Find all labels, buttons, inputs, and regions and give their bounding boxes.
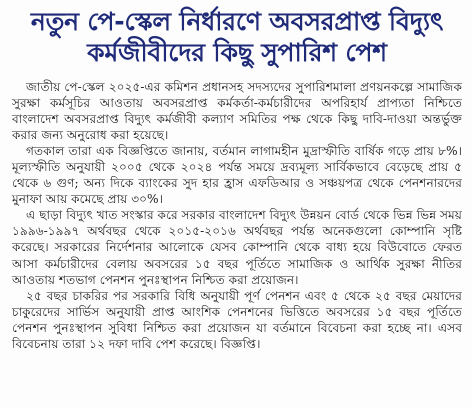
paragraph-3: এ ছাড়া বিদ্যুৎ খাত সংস্কার করে সরকার বাংলাদেশ বিদ্যুৎ উন্নয়ন বোর্ড থেকে ভিন্ন ভিন্ন সময় ১৯৯৬-১৯৯৭ অর্থবছর থেকে ২০১৫-২০১৬ অর্থবছর পর্যন্ত অনেকগুলো কোম্পানি সৃষ্টি করেছে। সরকারের নির্দেশনার আলোকে যেসব কোম্পানি থেকে বাধ্য হয়ে বিউবোতে ফেরত আসা কর্মচারীদের বেলায় অবসরের ১৫ বছর পূর্তিতে সামাজিক ও আর্থিক সুরক্ষা নীতির আওতায় শতভাগ পেনশন পুনঃস্থাপন নিশ্চিত করা প্রয়োজন।: [12, 208, 462, 287]
article-body: [12, 79, 462, 353]
headline-line-1: নতুন পে-স্কেল নির্ধারণে অবসরপ্রাপ্ত বিদ্যুৎ: [30, 7, 444, 36]
headline-line-2: কর্মজীবীদের কিছু সুপারিশ পেশ: [87, 38, 387, 68]
paragraph-4: ২৫ বছর চাকরির পর সরকারি বিধি অনুযায়ী পূর্ণ পেনশন এবং ৫ থেকে ২৫ বছর মেয়াদের চাকুরেদের সার্ভিস অনুযায়ী প্রাপ্ত আংশিক পেনশনের ভিত্তিতে অবসরের ১৫ বছর পূর্তিতে পেনশন পুনঃস্থাপন সুবিধা নিশ্চিত করা প্রয়োজন যা বর্তমানে বিবেচনা করা হচ্ছে না। এসব বিবেচনায় তারা ১২ দফা দাবি পেশ করেছে। বিজ্ঞপ্তি।: [12, 288, 462, 351]
paragraph-1: জাতীয় পে-স্কেল ২০২৫-এর কমিশন প্রধানসহ সদস্যদের সুপারিশমালা প্রণয়নকল্পে সামাজিক সুরক্ষা কর্মসূচির আওতায় অবসরপ্রাপ্ত কর্মকর্তা-কর্মচারীদের অপরিহার্য প্রাপ্যতা নিশ্চিতে বাংলাদেশ অবসরপ্রাপ্ত বিদ্যুৎ কর্মজীবী কল্যাণ সমিতির পক্ষ থেকে কিছু দাবি-দাওয়া অন্তর্ভুক্ত করার জন্য অনুরোধ করা হয়েছে।: [12, 79, 462, 142]
paragraph-2: গতকাল তারা এক বিজ্ঞপ্তিতে জানায়, বর্তমান লাগামহীন মুদ্রাস্ফীতি বার্ষিক গড়ে প্রায় ৮%। মূল্যস্ফীতি অনুযায়ী ২০০৫ থেকে ২০২৪ পর্যন্ত সময়ে দ্রব্যমূল্য সার্বিকভাবে বেড়েছে প্রায় ৫ থেকে ৬ গুণ; অন্য দিকে ব্যাংকের সুদ হার হ্রাস এফডিআর ও সঞ্চয়পত্র থেকে পেনশনারদের মুনাফা আয় কমেছে প্রায় ৩০%।: [12, 143, 462, 207]
headline: [12, 6, 462, 69]
